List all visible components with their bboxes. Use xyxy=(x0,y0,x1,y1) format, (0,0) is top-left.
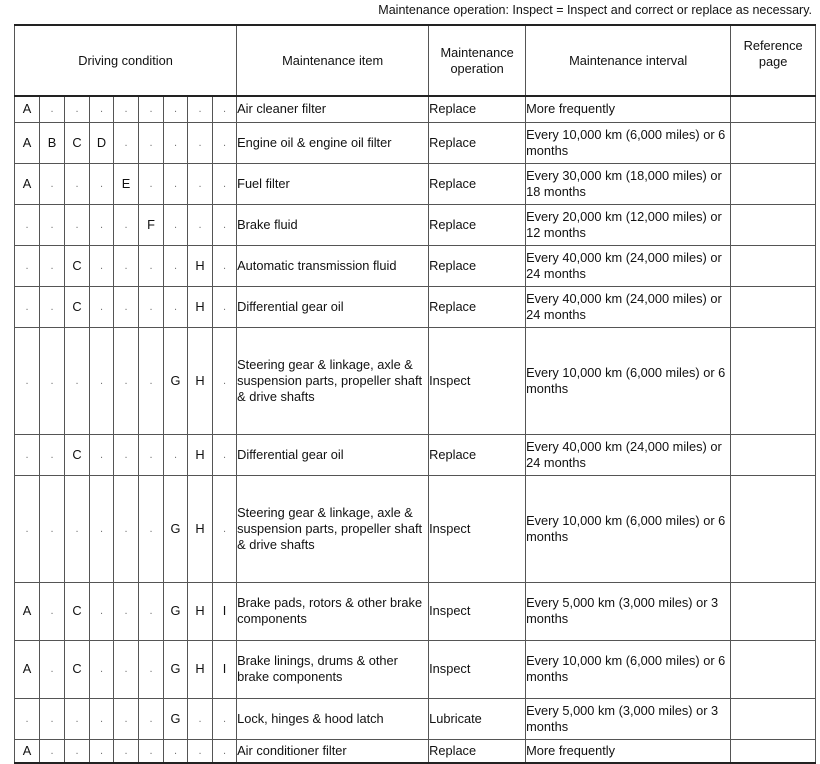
table-row xyxy=(15,96,816,122)
condition-cell: . xyxy=(114,327,139,434)
condition-cell: . xyxy=(139,698,164,739)
condition-cell: . xyxy=(40,245,65,286)
maintenance-interval-cell: Every 10,000 km (6,000 miles) or 6 months xyxy=(526,640,731,698)
maintenance-interval-cell: Every 10,000 km (6,000 miles) or 6 months xyxy=(526,475,731,582)
condition-cell: . xyxy=(139,163,164,204)
reference-page-cell xyxy=(731,163,816,204)
condition-cell: C xyxy=(65,640,90,698)
condition-cell: B xyxy=(40,122,65,163)
operation-note: Maintenance operation: Inspect = Inspect and correct or replace as necessary. xyxy=(378,3,812,17)
condition-cell: . xyxy=(90,582,114,640)
table-row xyxy=(15,475,816,582)
reference-page-cell xyxy=(731,245,816,286)
condition-cell: . xyxy=(114,286,139,327)
condition-cell: . xyxy=(90,286,114,327)
maintenance-interval-cell: Every 5,000 km (3,000 miles) or 3 months xyxy=(526,582,731,640)
table-row xyxy=(15,204,816,245)
condition-cell: . xyxy=(139,739,164,763)
condition-cell: . xyxy=(114,475,139,582)
condition-cell: H xyxy=(188,327,213,434)
maintenance-item-cell: Brake pads, rotors & other brake components xyxy=(237,582,429,640)
condition-cell: . xyxy=(114,96,139,122)
condition-cell: . xyxy=(213,96,237,122)
header-maintenance-operation: Maintenance operation xyxy=(429,25,526,96)
maintenance-table xyxy=(14,24,816,764)
condition-cell: . xyxy=(164,739,188,763)
condition-cell: F xyxy=(139,204,164,245)
condition-cell: I xyxy=(213,640,237,698)
condition-cell: A xyxy=(15,739,40,763)
condition-cell: . xyxy=(90,475,114,582)
condition-cell: . xyxy=(90,96,114,122)
condition-cell: . xyxy=(114,739,139,763)
maintenance-item-cell: Brake linings, drums & other brake components xyxy=(237,640,429,698)
maintenance-interval-cell: Every 40,000 km (24,000 miles) or 24 months xyxy=(526,286,731,327)
reference-page-cell xyxy=(731,327,816,434)
table-row xyxy=(15,286,816,327)
condition-cell: . xyxy=(213,122,237,163)
condition-cell: . xyxy=(65,163,90,204)
maintenance-operation-cell: Replace xyxy=(429,286,526,327)
condition-cell: . xyxy=(139,327,164,434)
condition-cell: C xyxy=(65,582,90,640)
maintenance-operation-cell: Replace xyxy=(429,163,526,204)
condition-cell: . xyxy=(188,739,213,763)
condition-cell: . xyxy=(139,122,164,163)
condition-cell: . xyxy=(139,475,164,582)
maintenance-interval-cell: Every 20,000 km (12,000 miles) or 12 months xyxy=(526,204,731,245)
maintenance-operation-cell: Replace xyxy=(429,122,526,163)
condition-cell: . xyxy=(114,245,139,286)
table-row xyxy=(15,582,816,640)
condition-cell: H xyxy=(188,245,213,286)
condition-cell: . xyxy=(40,434,65,475)
maintenance-item-cell: Lock, hinges & hood latch xyxy=(237,698,429,739)
reference-page-cell xyxy=(731,96,816,122)
condition-cell: A xyxy=(15,163,40,204)
condition-cell: . xyxy=(65,327,90,434)
maintenance-interval-cell: Every 30,000 km (18,000 miles) or 18 months xyxy=(526,163,731,204)
condition-cell: . xyxy=(40,475,65,582)
condition-cell: . xyxy=(15,286,40,327)
condition-cell: A xyxy=(15,640,40,698)
condition-cell: C xyxy=(65,122,90,163)
condition-cell: G xyxy=(164,698,188,739)
reference-page-cell xyxy=(731,122,816,163)
condition-cell: . xyxy=(15,475,40,582)
condition-cell: . xyxy=(65,96,90,122)
condition-cell: . xyxy=(90,698,114,739)
maintenance-operation-cell: Replace xyxy=(429,245,526,286)
maintenance-item-cell: Steering gear & linkage, axle & suspension parts, propeller shaft & drive shafts xyxy=(237,475,429,582)
condition-cell: . xyxy=(114,434,139,475)
maintenance-operation-cell: Inspect xyxy=(429,582,526,640)
condition-cell: C xyxy=(65,434,90,475)
table-row xyxy=(15,327,816,434)
maintenance-item-cell: Air conditioner filter xyxy=(237,739,429,763)
maintenance-item-cell: Automatic transmission fluid xyxy=(237,245,429,286)
condition-cell: . xyxy=(139,245,164,286)
maintenance-operation-cell: Replace xyxy=(429,739,526,763)
condition-cell: . xyxy=(164,434,188,475)
maintenance-interval-cell: Every 40,000 km (24,000 miles) or 24 months xyxy=(526,245,731,286)
maintenance-item-cell: Brake fluid xyxy=(237,204,429,245)
table-row xyxy=(15,698,816,739)
header-row xyxy=(15,25,816,96)
condition-cell: . xyxy=(213,327,237,434)
condition-cell: . xyxy=(188,698,213,739)
condition-cell: G xyxy=(164,582,188,640)
reference-page-cell xyxy=(731,582,816,640)
condition-cell: . xyxy=(213,245,237,286)
condition-cell: . xyxy=(164,245,188,286)
condition-cell: . xyxy=(65,739,90,763)
table-row xyxy=(15,245,816,286)
reference-page-cell xyxy=(731,434,816,475)
condition-cell: . xyxy=(90,640,114,698)
maintenance-interval-cell: More frequently xyxy=(526,739,731,763)
reference-page-cell xyxy=(731,204,816,245)
maintenance-interval-cell: Every 5,000 km (3,000 miles) or 3 months xyxy=(526,698,731,739)
reference-page-cell xyxy=(731,475,816,582)
condition-cell: I xyxy=(213,582,237,640)
condition-cell: . xyxy=(40,698,65,739)
header-driving-condition: Driving condition xyxy=(15,25,237,96)
condition-cell: . xyxy=(15,327,40,434)
header-reference-page: Reference page xyxy=(731,25,816,96)
table-body xyxy=(15,96,816,763)
condition-cell: . xyxy=(90,245,114,286)
condition-cell: G xyxy=(164,327,188,434)
condition-cell: A xyxy=(15,122,40,163)
condition-cell: . xyxy=(40,204,65,245)
condition-cell: . xyxy=(65,204,90,245)
condition-cell: H xyxy=(188,475,213,582)
maintenance-interval-cell: More frequently xyxy=(526,96,731,122)
condition-cell: . xyxy=(40,640,65,698)
condition-cell: D xyxy=(90,122,114,163)
condition-cell: . xyxy=(139,286,164,327)
maintenance-operation-cell: Inspect xyxy=(429,640,526,698)
condition-cell: . xyxy=(164,163,188,204)
maintenance-item-cell: Engine oil & engine oil filter xyxy=(237,122,429,163)
condition-cell: H xyxy=(188,640,213,698)
maintenance-interval-cell: Every 40,000 km (24,000 miles) or 24 months xyxy=(526,434,731,475)
maintenance-operation-cell: Inspect xyxy=(429,327,526,434)
condition-cell: . xyxy=(188,122,213,163)
condition-cell: . xyxy=(15,434,40,475)
condition-cell: . xyxy=(213,204,237,245)
table-row xyxy=(15,122,816,163)
condition-cell: . xyxy=(90,434,114,475)
maintenance-operation-cell: Replace xyxy=(429,96,526,122)
condition-cell: . xyxy=(40,163,65,204)
condition-cell: G xyxy=(164,475,188,582)
condition-cell: . xyxy=(114,122,139,163)
condition-cell: . xyxy=(213,475,237,582)
condition-cell: . xyxy=(90,327,114,434)
maintenance-interval-cell: Every 10,000 km (6,000 miles) or 6 months xyxy=(526,327,731,434)
condition-cell: . xyxy=(213,163,237,204)
condition-cell: . xyxy=(164,286,188,327)
condition-cell: H xyxy=(188,582,213,640)
condition-cell: . xyxy=(114,698,139,739)
condition-cell: . xyxy=(114,640,139,698)
condition-cell: . xyxy=(90,739,114,763)
condition-cell: . xyxy=(139,640,164,698)
maintenance-item-cell: Air cleaner filter xyxy=(237,96,429,122)
condition-cell: . xyxy=(213,698,237,739)
maintenance-operation-cell: Lubricate xyxy=(429,698,526,739)
maintenance-operation-cell: Replace xyxy=(429,204,526,245)
condition-cell: . xyxy=(188,96,213,122)
condition-cell: . xyxy=(139,96,164,122)
condition-cell: E xyxy=(114,163,139,204)
condition-cell: H xyxy=(188,286,213,327)
table-row xyxy=(15,739,816,763)
condition-cell: . xyxy=(213,286,237,327)
maintenance-item-cell: Differential gear oil xyxy=(237,286,429,327)
table-row xyxy=(15,640,816,698)
condition-cell: . xyxy=(139,582,164,640)
condition-cell: A xyxy=(15,96,40,122)
condition-cell: . xyxy=(15,698,40,739)
condition-cell: . xyxy=(40,327,65,434)
condition-cell: . xyxy=(188,204,213,245)
condition-cell: . xyxy=(164,204,188,245)
condition-cell: . xyxy=(213,434,237,475)
reference-page-cell xyxy=(731,739,816,763)
condition-cell: A xyxy=(15,582,40,640)
condition-cell: H xyxy=(188,434,213,475)
condition-cell: . xyxy=(213,739,237,763)
condition-cell: . xyxy=(40,739,65,763)
condition-cell: . xyxy=(15,204,40,245)
condition-cell: G xyxy=(164,640,188,698)
condition-cell: . xyxy=(40,286,65,327)
condition-cell: . xyxy=(164,122,188,163)
reference-page-cell xyxy=(731,286,816,327)
condition-cell: C xyxy=(65,286,90,327)
condition-cell: . xyxy=(40,96,65,122)
condition-cell: . xyxy=(114,582,139,640)
condition-cell: . xyxy=(40,582,65,640)
condition-cell: . xyxy=(65,475,90,582)
condition-cell: . xyxy=(114,204,139,245)
header-maintenance-item: Maintenance item xyxy=(237,25,429,96)
condition-cell: . xyxy=(139,434,164,475)
maintenance-item-cell: Differential gear oil xyxy=(237,434,429,475)
reference-page-cell xyxy=(731,640,816,698)
maintenance-operation-cell: Replace xyxy=(429,434,526,475)
condition-cell: . xyxy=(164,96,188,122)
condition-cell: . xyxy=(188,163,213,204)
reference-page-cell xyxy=(731,698,816,739)
maintenance-operation-cell: Inspect xyxy=(429,475,526,582)
condition-cell: . xyxy=(90,163,114,204)
table-row xyxy=(15,434,816,475)
header-maintenance-interval: Maintenance interval xyxy=(526,25,731,96)
table-row xyxy=(15,163,816,204)
condition-cell: . xyxy=(90,204,114,245)
maintenance-item-cell: Fuel filter xyxy=(237,163,429,204)
maintenance-interval-cell: Every 10,000 km (6,000 miles) or 6 months xyxy=(526,122,731,163)
condition-cell: C xyxy=(65,245,90,286)
condition-cell: . xyxy=(65,698,90,739)
condition-cell: . xyxy=(15,245,40,286)
maintenance-item-cell: Steering gear & linkage, axle & suspension parts, propeller shaft & drive shafts xyxy=(237,327,429,434)
